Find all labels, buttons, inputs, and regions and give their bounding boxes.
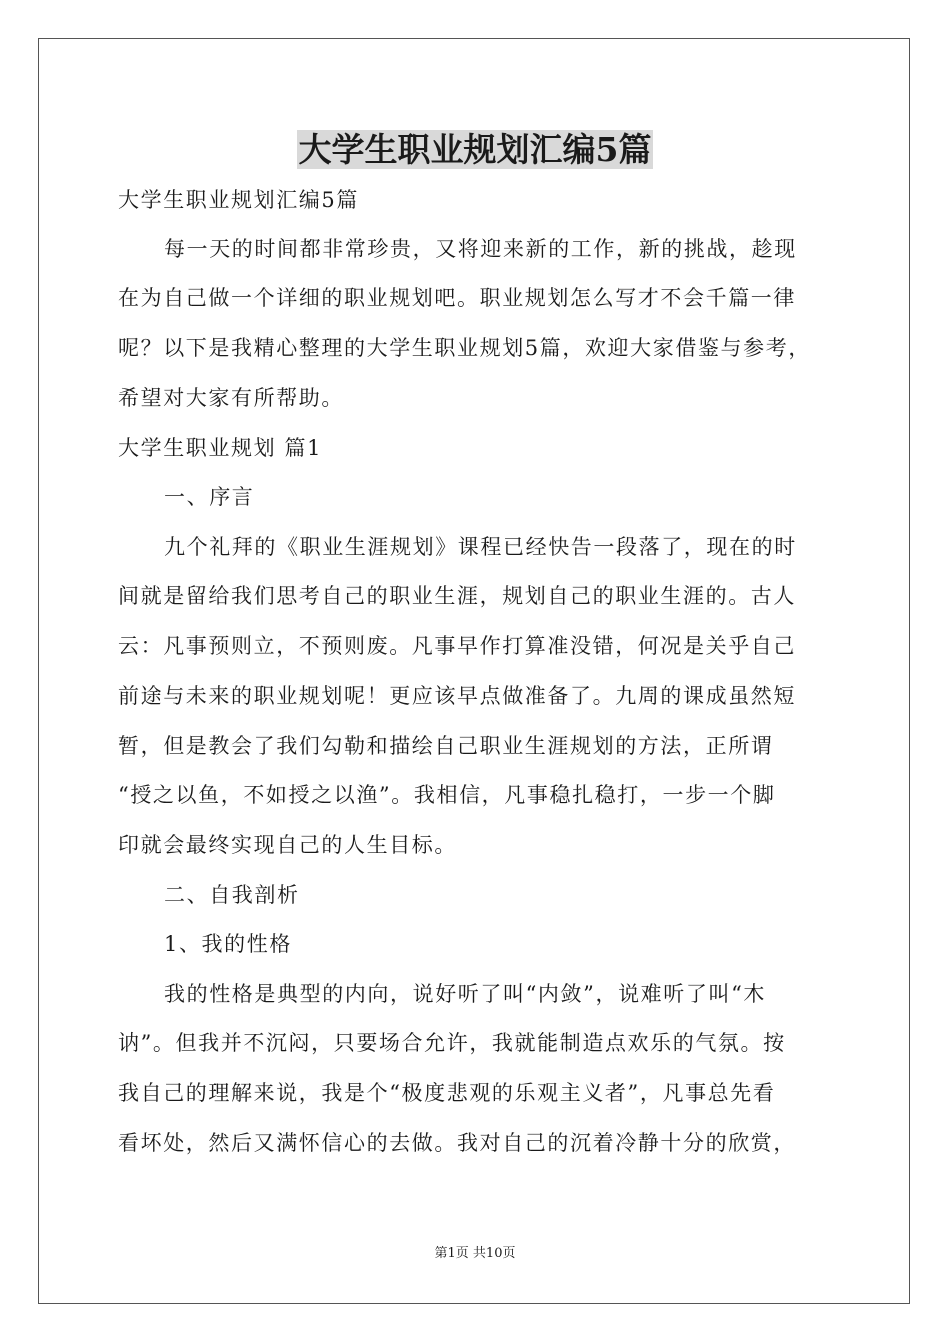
paragraph-line: 希望对大家有所帮助。 [118,386,344,410]
section-heading: 大学生职业规划 篇1 [118,436,323,460]
page-border [38,38,910,1304]
paragraph-line: 看坏处，然后又满怀信心的去做。我对自己的沉着冷静十分的欣赏， [118,1131,796,1155]
paragraph-line: 暂，但是教会了我们勾勒和描绘自己职业生涯规划的方法，正所谓 [118,734,774,758]
subsection-heading: 一、序言 [164,485,255,509]
paragraph-line: 我自己的理解来说，我是个“极度悲观的乐观主义者”，凡事总先看 [118,1081,776,1105]
document-title-text: 大学生职业规划汇编5篇 [298,130,652,169]
page-footer: 第1页 共10页 [434,1246,516,1261]
paragraph-line: 间就是留给我们思考自己的职业生涯，规划自己的职业生涯的。古人 [118,584,796,608]
paragraph-line: “授之以鱼，不如授之以渔”。我相信，凡事稳扎稳打，一步一个脚 [118,783,776,807]
subtitle-line: 大学生职业规划汇编5篇 [118,188,359,212]
subsection-heading: 1、我的性格 [164,932,292,956]
paragraph-line: 前途与未来的职业规划呢！更应该早点做准备了。九周的课成虽然短 [118,684,796,708]
paragraph-line: 印就会最终实现自己的人生目标。 [118,833,457,857]
paragraph-line: 在为自己做一个详细的职业规划吧。职业规划怎么写才不会千篇一律 [118,286,796,310]
paragraph-line: 每一天的时间都非常珍贵，又将迎来新的工作，新的挑战，趁现 [164,237,797,261]
paragraph-line: 九个礼拜的《职业生涯规划》课程已经快告一段落了，现在的时 [164,535,797,559]
subsection-heading: 二、自我剖析 [164,883,300,907]
document-title [0,124,950,176]
paragraph-line: 我的性格是典型的内向，说好听了叫“内敛”，说难听了叫“木 [164,982,767,1006]
paragraph-line: 呢？以下是我精心整理的大学生职业规划5篇，欢迎大家借鉴与参考， [118,336,811,360]
paragraph-line: 讷”。但我并不沉闷，只要场合允许，我就能制造点欢乐的气氛。按 [118,1031,786,1055]
paragraph-line: 云：凡事预则立，不预则废。凡事早作打算准没错，何况是关乎自己 [118,634,796,658]
